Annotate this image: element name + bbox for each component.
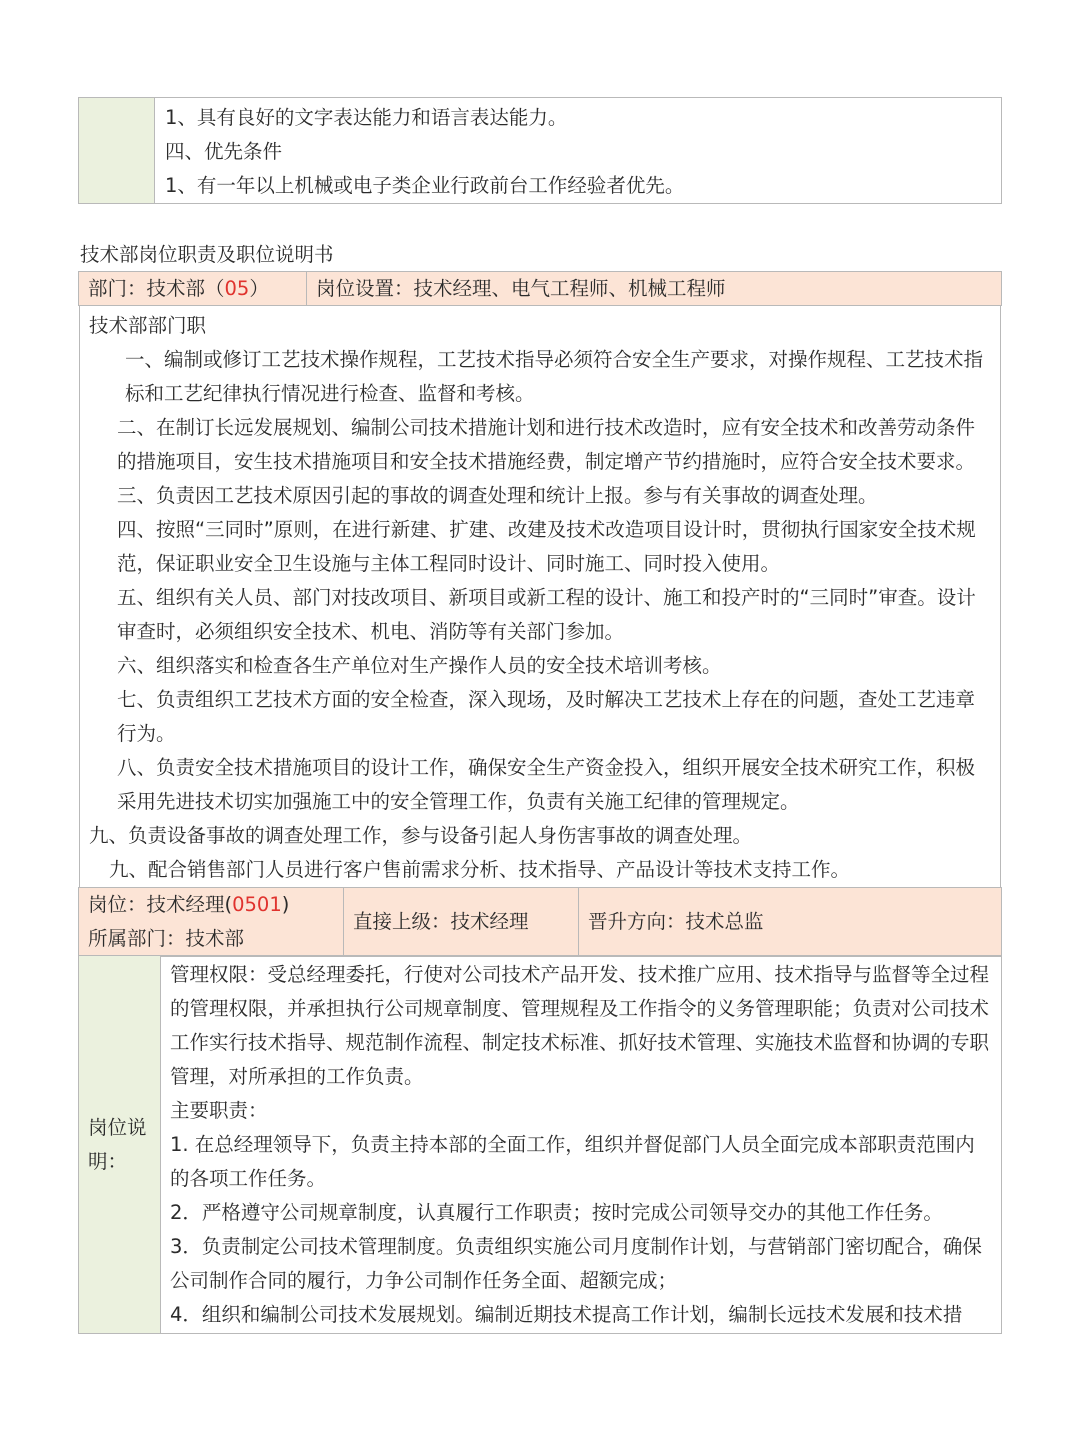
positions-cell: 岗位设置：技术经理、电气工程师、机械工程师 [307, 272, 1002, 306]
post-code: 0501 [232, 893, 282, 916]
department-label: 部门：技术部（ [88, 277, 225, 300]
superior-cell: 直接上级：技术经理 [344, 888, 579, 957]
post-department: 所属部门：技术部 [88, 927, 245, 950]
main-duty-item: 2．严格遵守公司规章制度，认真履行工作职责；按时完成公司领导交办的其他工作任务。 [170, 1201, 943, 1224]
post-title-close: ) [281, 893, 290, 916]
duty-item: 四、按照“三同时”原则，在进行新建、扩建、改建及技术改造项目设计时，贯彻执行国家安全技术规范，保证职业安全卫生设施与主体工程同时设计、同时施工、同时投入使用。 [117, 518, 976, 575]
duty-item: 九、负责设备事故的调查处理工作，参与设备引起人身伤害事故的调查处理。 [89, 824, 753, 847]
promotion-cell: 晋升方向：技术总监 [579, 888, 1002, 957]
post-description-table [78, 955, 1002, 1334]
duty-item: 五、组织有关人员、部门对技改项目、新项目或新工程的设计、施工和投产时的“三同时”审查。设计审查时，必须组织安全技术、机电、消防等有关部门参加。 [117, 586, 976, 643]
top-content-cell [155, 98, 1002, 204]
department-code: 05 [224, 277, 250, 300]
department-header-table [78, 271, 1002, 306]
description-body [161, 956, 1002, 1334]
main-duty-item: 1. 在总经理领导下，负责主持本部的全面工作，组织并督促部门人员全面完成本部职责范围内的各项工作任务。 [170, 1133, 975, 1190]
post-title-label: 岗位：技术经理( [88, 893, 233, 916]
duty-item: 九、配合销售部门人员进行客户售前需求分析、技术指导、产品设计等技术支持工作。 [109, 858, 851, 881]
top-line: 四、优先条件 [165, 140, 283, 163]
description-label: 岗位说明： [79, 956, 161, 1334]
post-title-cell [79, 888, 344, 957]
department-close: ） [249, 277, 269, 300]
main-duties-label: 主要职责： [170, 1099, 268, 1122]
post-header-table [78, 887, 1002, 957]
duty-item: 六、组织落实和检查各生产单位对生产操作人员的安全技术培训考核。 [117, 654, 722, 677]
department-cell [79, 272, 307, 306]
main-duty-item: 3．负责制定公司技术管理制度。负责组织实施公司月度制作计划，与营销部门密切配合，确保公司制作合同的履行，力争公司制作任务全面、超额完成； [170, 1235, 982, 1292]
duty-item: 二、在制订长远发展规划、编制公司技术措施计划和进行技术改造时，应有安全技术和改善劳动条件的措施项目，安生技术措施项目和安全技术措施经费，制定增产节约措施时，应符合安全技术要求。 [117, 416, 976, 473]
top-requirements-table [78, 97, 1002, 204]
top-line: 1、具有良好的文字表达能力和语言表达能力。 [165, 106, 568, 129]
main-duty-item: 4．组织和编制公司技术发展规划。编制近期技术提高工作计划，编制长远技术发展和技术措 [170, 1303, 963, 1326]
top-line: 1、有一年以上机械或电子类企业行政前台工作经验者优先。 [165, 174, 685, 197]
section-title: 技术部岗位职责及职位说明书 [80, 243, 334, 266]
duty-item: 七、负责组织工艺技术方面的安全检查，深入现场，及时解决工艺技术上存在的问题，查处工艺违章行为。 [117, 688, 976, 745]
duty-item: 八、负责安全技术措施项目的设计工作，确保安全生产资金投入，组织开展安全技术研究工作，积极采用先进技术切实加强施工中的安全管理工作，负责有关施工纪律的管理规定。 [117, 756, 976, 813]
authority-text: 管理权限：受总经理委托，行使对公司技术产品开发、技术推广应用、技术指导与监督等全过程的管理权限，并承担执行公司规章制度、管理规程及工作指令的义务管理职能；负责对公司技术工作实行技术指导、规范制作流程、制定技术标准、抓好技术管理、实施技术监督和协调的专职管理，对所承担的工作负责。 [170, 963, 990, 1088]
department-duties [79, 305, 1001, 887]
duty-item: 三、负责因工艺技术原因引起的事故的调查处理和统计上报。参与有关事故的调查处理。 [117, 484, 878, 507]
duties-heading: 技术部部门职 [89, 314, 207, 337]
top-label-cell [79, 98, 155, 204]
duty-item: 一、编制或修订工艺技术操作规程，工艺技术指导必须符合安全生产要求，对操作规程、工艺技术指标和工艺纪律执行情况进行检查、监督和考核。 [125, 348, 984, 405]
